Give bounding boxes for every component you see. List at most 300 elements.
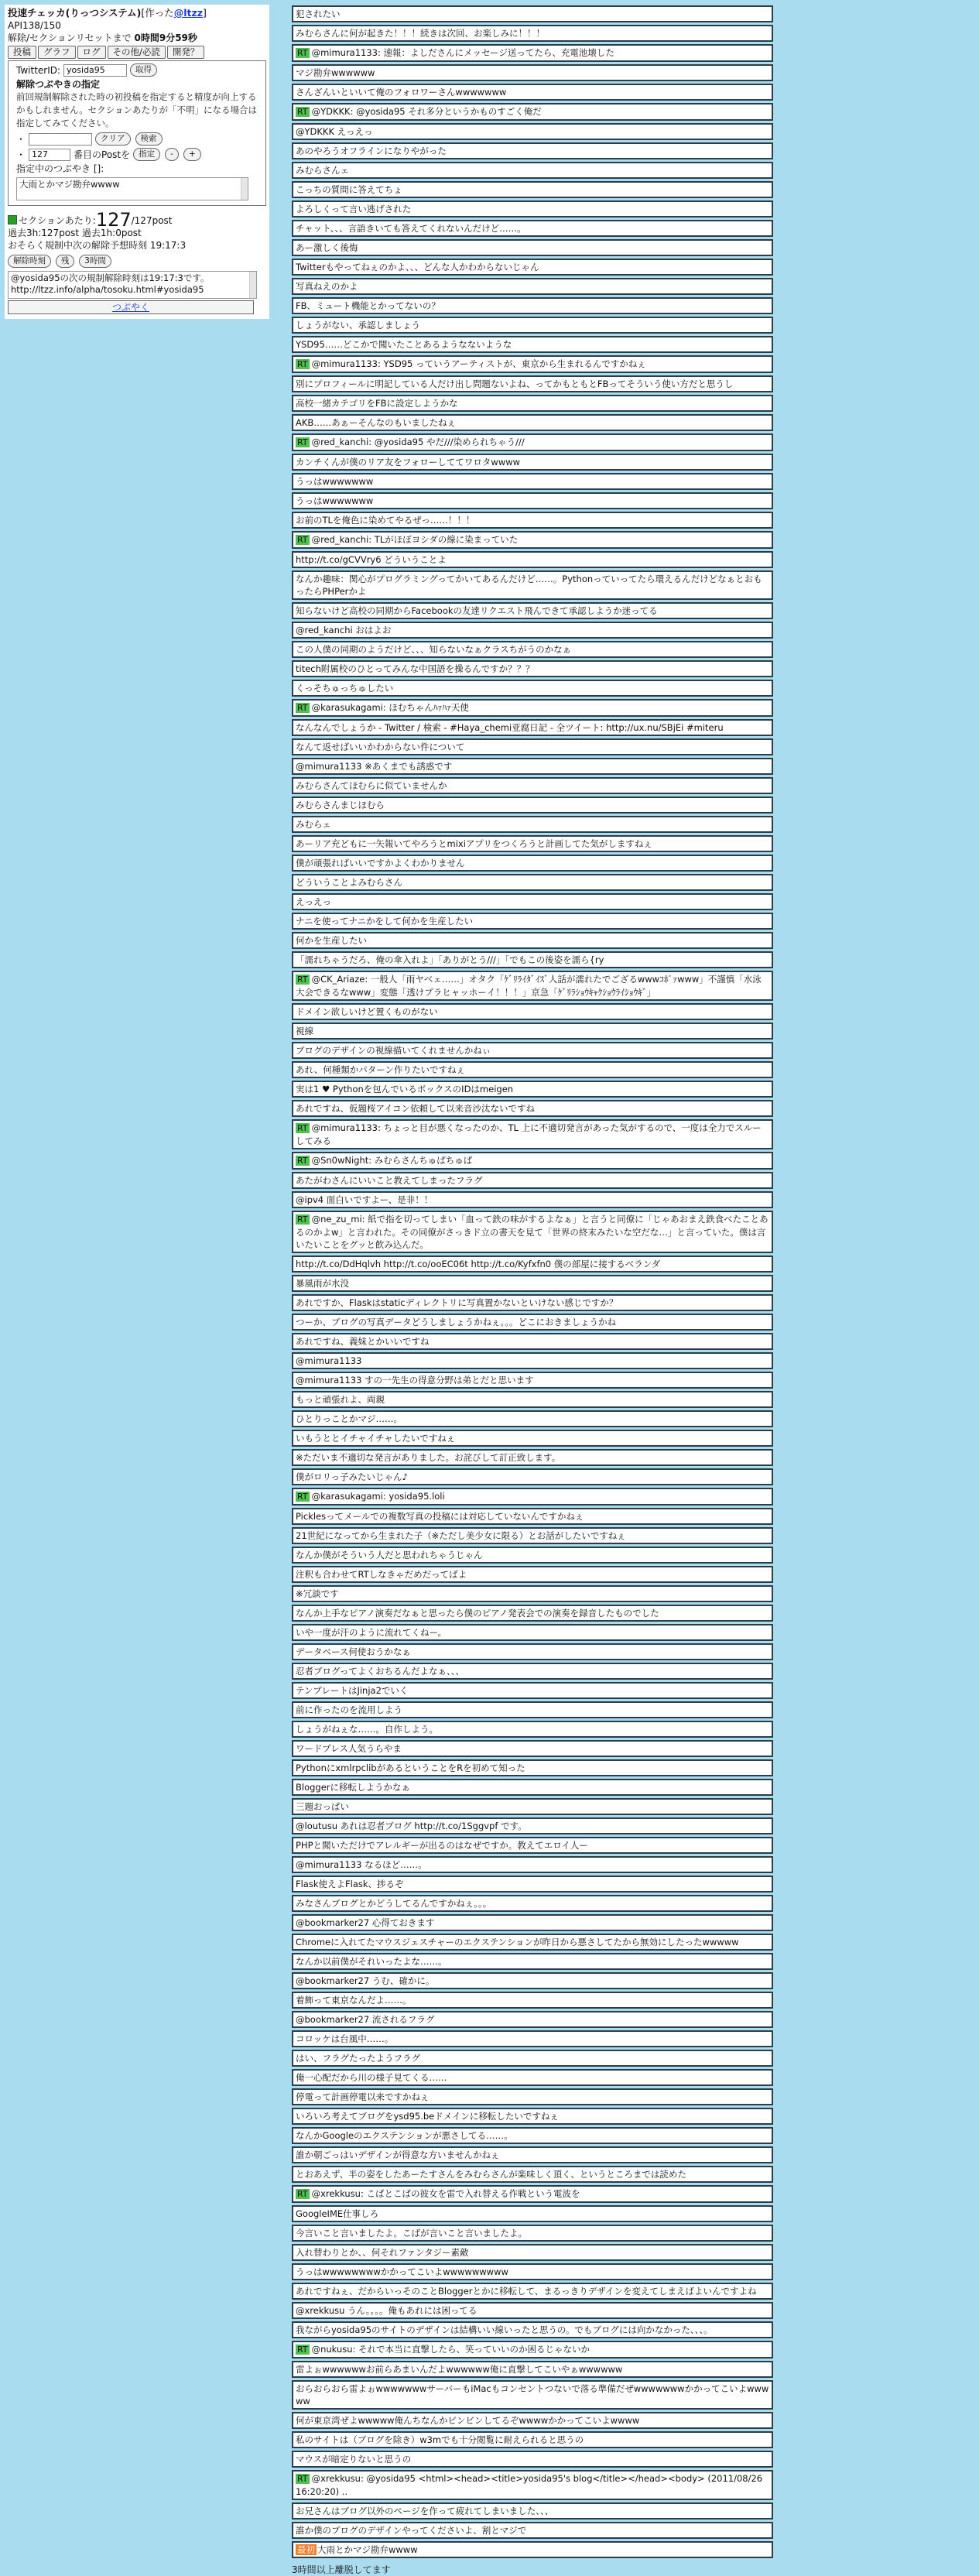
tweet-text: AKB……あぁーそんなのもいましたねぇ	[296, 417, 457, 428]
tweet-text: 忍者ブログってよくおちるんだよなぁ、、、	[296, 1666, 465, 1677]
tweet-text: FB、ミュート機能とかってないの？	[296, 300, 440, 311]
tweet-text: @ipv4 面白いですよー、是非！！	[296, 1194, 433, 1205]
tweet-text: ※冗談です	[296, 1588, 339, 1599]
tweet-text: テンプレートはJinja2でいく	[296, 1685, 409, 1696]
tweet-item	[292, 84, 773, 101]
tweet-item	[292, 336, 773, 353]
minus-button[interactable]: -	[165, 148, 179, 161]
tweet-text: 今言いこと言いましたよ。こばが言いこと言いましたよ。	[296, 2228, 527, 2239]
tweet-item	[292, 1740, 773, 1757]
three-hours-button[interactable]: 3時間	[79, 255, 111, 268]
retweet-badge: RT	[297, 1123, 308, 1133]
tweet-text: Picklesってメールでの複数写真の投稿には対応していないんですかねぇ	[296, 1511, 584, 1522]
tweet-item	[292, 1023, 773, 1040]
tweet-item	[292, 2127, 773, 2144]
tweet-text: http://t.co/DdHqlvh http://t.co/ooEC06t http://t.co/Kyfxfn0 僕の部屋に接するベランダ	[296, 1259, 661, 1269]
search-row	[16, 132, 262, 146]
tweet-item	[292, 2522, 773, 2539]
selected-tweet-text: 大雨とかマジ勘弁wwww	[19, 179, 120, 190]
twitter-id-row	[16, 63, 262, 77]
tweet-text: ワードプレス人気うらやま	[296, 1743, 402, 1754]
tweet-item	[292, 1391, 773, 1408]
scrollbar[interactable]	[249, 272, 256, 298]
tweet-item	[292, 1682, 773, 1699]
retweet-badge: RT	[297, 107, 308, 117]
tweet-text: なんなんでしょうか - Twitter / 検索 - #Haya_chemi亚腐日記 - 全ツイート: http://ux.nu/SBjEi #miteru	[296, 722, 724, 733]
tweet-item	[292, 1211, 773, 1253]
retweet-badge: RT	[297, 2474, 308, 2484]
settings-box	[8, 60, 266, 206]
tweet-text: 三題おっぱい	[296, 1801, 349, 1812]
tweet-text: @karasukagami: ほむちゃんﾊｧﾊｧ天使	[311, 702, 469, 713]
tweet-text: コロッケは台風中……。	[296, 2033, 394, 2044]
tweet-text: ナニを使ってナニかをして何かを生産したい	[296, 916, 474, 927]
tweet-item	[292, 2361, 773, 2378]
tweet-text: ドメイン欲しいけど置くものがない	[296, 1006, 438, 1017]
section-count: 127	[95, 209, 132, 231]
retweet-badge: RT	[297, 359, 308, 369]
post-index-suffix: 番目のPostを	[74, 149, 131, 160]
tweet-item	[292, 1817, 773, 1834]
tweet-text: みむらさんまじほむら	[296, 800, 385, 810]
tweet-item	[292, 2412, 773, 2429]
tweet-text: @ne_zu_mi: 紙で指を切ってしまい「血って鉄の味がするよなぁ」と言うと同僚に「じゃあおまえ鉄食べたことあるのかよw」と言われた。その同僚がさっきド立の書天を見て「世界の終末みたいな空だな…」と言っていた。僕は言いたいことをグッと飲み込んだ。	[296, 1214, 768, 1250]
tweet-text: titech附属校のひとってみんな中国語を操るんですか？？？	[296, 663, 535, 674]
tweet-text: 誰か朝ごっはいデザインが得意な方いませんかねぇ	[296, 2150, 500, 2160]
tweet-item	[292, 25, 773, 42]
tab-post[interactable]: 投稿	[8, 46, 36, 59]
tweet-item	[292, 1352, 773, 1369]
section-stats	[8, 209, 266, 231]
author-suffix: ]	[203, 7, 207, 19]
tweet-item	[292, 1042, 773, 1059]
tweet-text: 僕がロリっ子みたいじゃん♪	[296, 1471, 408, 1482]
tweet-text: あたがわさんにいいこと教えてしまったフラグ	[296, 1175, 483, 1186]
app-title-text: 投速チェッカ(りっつシステム)	[8, 7, 142, 19]
reset-time: 0時間9分59秒	[134, 33, 197, 43]
tweet-item	[292, 1643, 773, 1660]
tweet-text: @bookmarker27 心得ておきます	[296, 1917, 435, 1928]
tweet-item	[292, 1759, 773, 1776]
tweet-item	[292, 103, 773, 121]
reset-label: 解除/セクションリセットまで	[8, 33, 135, 43]
tweet-item	[292, 951, 773, 968]
tweet-item	[292, 680, 773, 697]
tweet-text: お兄さんはブログ以外のページを作って疲れてしまいました、、、	[296, 2506, 554, 2516]
tweet-item	[292, 454, 773, 471]
tweet-item	[292, 971, 773, 1001]
tweet-text: 着飾って東京なんだよ……。	[296, 1995, 412, 2006]
tweet-item	[292, 220, 773, 237]
tweet-item	[292, 570, 773, 600]
tweet-item	[292, 512, 773, 529]
tweet-item	[292, 1468, 773, 1485]
tweet-text: 知らないけど高校の同期からFacebookの友達リクエスト飛んできて承認しようか迷ってる	[296, 605, 658, 616]
tweet-text: YSD95……どこかで聞いたことあるようなないような	[296, 339, 512, 350]
fetch-button[interactable]: 取得	[130, 63, 157, 77]
tweet-text: いもうととイチャイチャしたいですねぇ	[296, 1433, 456, 1444]
tweet-text: 我ながらyosida95のサイトのデザインは結構いい線いったと思うの。でもブログには向かなかった、、、。	[296, 2324, 713, 2335]
tweet-text: @bookmarker27 うむ、確かに。	[296, 1975, 435, 1986]
tweet-item	[292, 123, 773, 140]
tweet-text: えっえっ	[296, 896, 331, 907]
post-index-input[interactable]: 127	[29, 149, 70, 161]
tweet-text: あーリア充どもに一矢報いてやろうとmixiアプリをつくろうと計画してた気がしますねぇ	[296, 838, 652, 849]
twitter-id-input[interactable]: yosida95	[63, 64, 127, 77]
tweet-item	[292, 2283, 773, 2300]
tweet-text: GoogleIME仕事しろ	[296, 2208, 379, 2219]
tweet-item	[292, 1856, 773, 1873]
tweet-text: なんか僕がそういう人だと思われちゃうじゃん	[296, 1550, 483, 1560]
tweet-item	[292, 1721, 773, 1738]
tweet-item	[292, 5, 773, 22]
first-post-badge: 最初	[297, 2544, 315, 2555]
tweet-text: 前に作ったのを流用しよう	[296, 1704, 402, 1715]
tweet-text: Flask使えよFlask、捗るぞ	[296, 1879, 404, 1889]
tweet-text: うっはwwwwwww	[296, 476, 374, 487]
tweet-item	[292, 317, 773, 334]
tweet-text: @bookmarker27 流されるフラグ	[296, 2014, 435, 2025]
timeline	[292, 5, 773, 2576]
tweet-item	[292, 913, 773, 930]
tweet-text: PythonにxmlrpclibがあるということをRを初めて知った	[296, 1762, 525, 1773]
tweet-item	[292, 719, 773, 736]
app-title	[8, 7, 266, 19]
tweet-item	[292, 835, 773, 852]
retweet-badge: RT	[297, 437, 308, 447]
tweet-item	[292, 1172, 773, 1189]
section-description: 前回規制解除された時の初投稿を指定すると精度が向上するかもしれません。セクションあたりが「不明」になる場合は指定してみてください。	[16, 91, 257, 128]
tweet-text: あれですね、義妹とかいいですね	[296, 1336, 430, 1347]
tweet-text: 入れ替わりとか、、何それファンタジー素敵	[296, 2247, 469, 2258]
remaining-button[interactable]: 残	[56, 255, 75, 268]
tweet-text: 実は1 ♥ Pythonを包んでいるボックスのIDはmeigen	[296, 1084, 514, 1094]
tweet-text: 私のサイトは（ブログを除き）w3mでも十分閲覧に耐えられると思うの	[296, 2434, 584, 2445]
tweet-item	[292, 1152, 773, 1170]
tweet-text: 写真ねえのかよ	[296, 281, 358, 292]
tweet-text: PHPと聞いただけでアレルギーが出るのはなぜですか。教えてエロイ人ー	[296, 1840, 588, 1851]
tweet-text: あれ、何種類かパターン作りたいですねぇ	[296, 1064, 465, 1075]
tweet-text: はい、フラグたったようフラグ	[296, 2053, 420, 2064]
tweet-item	[292, 142, 773, 159]
tweet-text: @loutusu あれは忍者ブログ http://t.co/1Sggvpf です。	[296, 1821, 527, 1831]
tweet-item	[292, 297, 773, 314]
tweet-item	[292, 1566, 773, 1583]
tweet-item	[292, 1992, 773, 2009]
tweet-item	[292, 1081, 773, 1098]
tweet-item	[292, 1294, 773, 1311]
clear-button[interactable]: クリア	[95, 132, 131, 146]
selected-label: 指定中のつぶやき []:	[16, 163, 104, 174]
retweet-badge: RT	[297, 2189, 308, 2199]
tweet-text: おらおらおら雷よぉwwwwwwwサーバーもiMacもコンセントつないで落る準備だぜwwwwwwwかかってこいよwwwww	[296, 2383, 769, 2406]
tweet-item	[292, 2263, 773, 2280]
tweet-text: Chromeに入れてたマウスジェスチャーのエクステンションが昨日から悪さしてたから無効にしたったwwwww	[296, 1937, 739, 1947]
tweet-item	[292, 1527, 773, 1544]
tweet-text: お前のTLを俺色に染めてやるぜっ……！！！	[296, 515, 475, 526]
tweet-item	[292, 874, 773, 891]
tweet-item	[292, 2244, 773, 2261]
tweet-text: つーか、ブログの写真データどうしましょうかねぇ。。。どこにおきましょうかね	[296, 1317, 616, 1327]
tweet-item	[292, 1372, 773, 1389]
tweet-item	[292, 1488, 773, 1506]
tweet-text: ※ただいま不適切な発言がありました。お詫びして訂正致します。	[296, 1452, 561, 1463]
tweet-item	[292, 1430, 773, 1447]
section-heading: 解除つぶやきの指定	[16, 79, 101, 90]
tweet-text: @mimura1133 なるほど……。	[296, 1859, 427, 1870]
past-stats: 過去3h:127post 過去1h:0post	[8, 228, 142, 238]
tweet-item	[292, 1585, 773, 1602]
tweet-item	[292, 200, 773, 218]
tweet-text: @red_kanchi: TLがほぼヨシダの線に染まっていた	[311, 534, 519, 545]
tweet-text: みむらさんてほむらに似ていませんか	[296, 780, 447, 791]
tweet-text: もっと頑張れよ、両親	[296, 1394, 385, 1405]
tweet-item	[292, 1953, 773, 1970]
tweet-item	[292, 2146, 773, 2163]
bullet: ・	[16, 133, 26, 145]
tweet-text: @mimura1133: 速報：よしださんにメッセージ送ってたら、充電池壊した	[311, 47, 614, 58]
tweet-text: ひとりっことかマジ……。	[296, 1413, 402, 1424]
tweet-text: http://t.co/gCVVry6 どういうことよ	[296, 554, 447, 565]
tweet-text: ブログのデザインの視線描いてくれませんかねぃ	[296, 1045, 491, 1056]
tweet-text: あれですか、Flaskはstaticディレクトリに写真置かないといけない感じですか？	[296, 1297, 618, 1308]
status-square-icon	[8, 215, 17, 224]
twitter-id-label: TwitterID:	[16, 64, 61, 76]
tweet-item	[292, 64, 773, 81]
tab-other[interactable]: その他/必読	[108, 46, 166, 59]
tweet-text: 停電って計画停電以来ですかねぇ	[296, 2091, 430, 2102]
tweet-text: なんて返せばいいかわからない件について	[296, 742, 465, 752]
tweet-text: よろしくって言い逃げされた	[296, 204, 412, 214]
tweet-item	[292, 2088, 773, 2105]
tweet-item	[292, 1275, 773, 1292]
tab-dev[interactable]: 開発？	[167, 46, 205, 59]
tweet-text: 高校一緒カテゴリをFBに設定しようかな	[296, 398, 458, 409]
tweet-text: マウスが暗定りないと思うの	[296, 2454, 412, 2465]
scrollbar[interactable]	[241, 178, 248, 200]
author-prefix: [作った	[141, 7, 174, 19]
tweet-text: 何かを生産したい	[296, 935, 367, 946]
tweet-item	[292, 1875, 773, 1893]
tweet-text: 雷よぉwwwwwwお前らあまいんだよwwwwww俺に直撃してこいやぁwwwwww	[296, 2364, 623, 2375]
retweet-badge: RT	[297, 2345, 308, 2355]
tweet-item	[292, 1191, 773, 1208]
tweet-text: @xrekkusu うん。。。。俺もあれには困ってる	[296, 2305, 478, 2316]
tweet-text: データベース何使おうかなぁ	[296, 1646, 411, 1657]
tweet-item	[292, 2431, 773, 2448]
tweet-item	[292, 1895, 773, 1912]
tweet-text: Bloggerに移転しようかなぁ	[296, 1782, 411, 1793]
tweet-item	[292, 2380, 773, 2410]
tweet-item	[292, 1701, 773, 1718]
tweet-text: うっはwwwwwww	[296, 495, 374, 506]
tweet-item	[292, 162, 773, 179]
tweet-item	[292, 2185, 773, 2203]
tweet-text: @YDKKK: @yosida95 それ多分というかものすごく俺だ	[311, 106, 542, 117]
tweet-item	[292, 2470, 773, 2500]
tweet-item	[292, 641, 773, 658]
tweet-text: なんか上手なピアノ演奏だなぁと思ったら僕のピアノ発表会での演奏を録音したものでした	[296, 1608, 659, 1619]
tweet-item	[292, 1508, 773, 1525]
tweet-item	[292, 2225, 773, 2242]
tweet-item	[292, 1314, 773, 1331]
search-input[interactable]	[29, 133, 92, 146]
tweet-item	[292, 531, 773, 549]
tweet-text: くっそちゅっちゅしたい	[296, 683, 394, 694]
retweet-badge: RT	[297, 535, 308, 545]
tweet-text: いろいろ考えてブログをysd95.beドメインに移転したいですねぇ	[296, 2111, 559, 2122]
release-estimate: おそらく規制中次の解除予想時刻 19:17:3	[8, 240, 187, 251]
tweet-item	[292, 395, 773, 412]
timeline-footer: 3時間以上離脱してます	[292, 2564, 391, 2575]
tweet-text: こっちの質問に答えてちょ	[296, 184, 402, 195]
tweet-item	[292, 1972, 773, 1989]
tweet-text: 僕が頑張ればいいですかよくわかりません	[296, 858, 465, 868]
tweet-item	[292, 1255, 773, 1273]
tweet-text: @xrekkusu: こばとこばの彼女を雷で入れ替える作戦という電波を	[311, 2188, 580, 2199]
tweet-text: @mimura1133	[296, 1355, 362, 1366]
section-total: /127post	[131, 215, 173, 226]
tweet-item	[292, 239, 773, 256]
tweet-item	[292, 2069, 773, 2086]
selected-tweet-textarea[interactable]	[16, 177, 248, 200]
tweet-item	[292, 602, 773, 619]
tweet-text: マジ勘弁wwwwww	[296, 67, 375, 78]
mode-buttons	[8, 254, 266, 268]
tab-graph[interactable]: グラフ	[38, 46, 76, 59]
tweet-item	[292, 44, 773, 62]
retweet-badge: RT	[297, 1214, 308, 1225]
retweet-badge: RT	[297, 975, 308, 985]
tweet-text: うっはwwwwwwwwかかってこいよwwwwwwwww	[296, 2266, 508, 2277]
tweet-text: チャット、、、言語きいても答えてくれないんだけど……。	[296, 223, 526, 234]
tweet-text: 犯されたい	[296, 9, 341, 19]
release-time-button[interactable]: 解除時刻	[8, 255, 51, 268]
tweet-text: 俺一心配だから川の様子見てくる……	[296, 2072, 447, 2083]
search-button[interactable]: 検索	[135, 132, 163, 146]
tweet-item	[292, 1003, 773, 1020]
tweet-item	[292, 1119, 773, 1149]
tweet-item	[292, 2205, 773, 2222]
tweet-item	[292, 1837, 773, 1854]
set-button[interactable]: 指定	[133, 148, 160, 161]
tweet-text: 注釈も合わせてRTしなきゃだめだってばよ	[296, 1569, 467, 1580]
tweet-text: 「濡れちゃうだろ、俺の傘入れよ」「ありがとう///」「でもこの後姿を濡ら{ry	[296, 954, 604, 965]
tweet-text: 21世紀になってから生まれた子（※ただし美少女に限る）とお話がしたいですねぇ	[296, 1530, 626, 1541]
tweet-item	[292, 2011, 773, 2028]
tweet-text: なんかGoogleのエクステンションが悪さしてる……。	[296, 2130, 513, 2141]
tweet-text: 誰か僕のブログのデザインやってくださいよ、割とマジで	[296, 2525, 527, 2536]
tweet-item	[292, 699, 773, 717]
tweet-text: とおあえず、半の姿をしたあーたすさんをみむらさんが楽味しく頂く、というところまでは読めた	[296, 2169, 686, 2180]
tweet-item	[292, 181, 773, 198]
tweet-item	[292, 2030, 773, 2047]
tweet-item	[292, 2302, 773, 2319]
tweet-item	[292, 1934, 773, 1951]
author-link[interactable]: @ltzz	[173, 7, 204, 19]
tweet-text: いや一度が汗のように流れてくねー。	[296, 1627, 447, 1638]
tweet-item	[292, 414, 773, 431]
tweet-item	[292, 2502, 773, 2519]
tweet-item	[292, 1779, 773, 1796]
tweet-item	[292, 1914, 773, 1931]
tweet-text: @xrekkusu: @yosida95 <html><head><title>yosida95's blog</title></head><body> (2011/08/26 16:20:20) ..	[296, 2473, 763, 2497]
tweet-button[interactable]: つぶやく	[8, 300, 254, 314]
tweet-text: この人僕の同期のようだけど、、、知らないなぁクラスちがうのかなぁ	[296, 644, 572, 655]
tweet-item	[292, 660, 773, 677]
tweet-item	[292, 2108, 773, 2125]
tweet-item	[292, 1798, 773, 1815]
tweet-item	[292, 2341, 773, 2358]
tweet-text: @nukusu: それで本当に直撃したら、笑っていいのか困るじゃないか	[311, 2344, 590, 2355]
tweet-item	[292, 738, 773, 755]
tweet-item	[292, 1605, 773, 1622]
tweet-text: 視線	[296, 1026, 313, 1036]
tweet-text: みむらさんェ	[296, 165, 349, 176]
tweet-item	[292, 816, 773, 833]
tab-log[interactable]: ログ	[77, 46, 106, 59]
retweet-badge: RT	[297, 48, 308, 58]
tweet-item	[292, 1061, 773, 1078]
tweet-item	[292, 355, 773, 373]
tweet-text: しょうがねぇな……。自作しよう。	[296, 1724, 438, 1735]
tweet-text: 大雨とかマジ勘弁wwww	[317, 2544, 418, 2555]
tweet-text: @mimura1133 すの一先生の得意分野は弟とだと思います	[296, 1375, 534, 1386]
tweet-text: みむらェ	[296, 819, 331, 830]
tweet-item	[292, 1624, 773, 1641]
tweet-text: @red_kanchi: @yosida95 やだ///染められちゃう///	[311, 437, 525, 447]
tweet-text: Twitterもやってねぇのかよ、、、どんな人かわからないじゃん	[296, 262, 539, 272]
tweet-item	[292, 1100, 773, 1117]
tweet-item	[292, 777, 773, 794]
tweet-text: どういうことよみむらさん	[296, 877, 402, 888]
tab-bar	[8, 46, 266, 59]
tweet-text: あれですね、仮題桜アイコン依頼して以来音沙汰ないですね	[296, 1103, 536, 1114]
tweet-item	[292, 932, 773, 949]
tweet-item	[292, 2050, 773, 2067]
tweet-item	[292, 473, 773, 490]
tweet-item	[292, 278, 773, 295]
retweet-badge: RT	[297, 1492, 308, 1502]
tweet-item	[292, 2321, 773, 2338]
tweet-text: あー激しく後悔	[296, 242, 358, 253]
tweet-text: みなさんブログとかどうしてるんですかねぇ。。。	[296, 1898, 492, 1909]
tweet-text: しょうがない、承認しましょう	[296, 320, 420, 331]
tweet-item	[292, 2541, 773, 2558]
tweet-text: @mimura1133: ちょっと目が悪くなったのか、TL 上に不適切発言があった気がするので、一度は全力でスルーしてみる	[296, 1122, 762, 1146]
tweet-text: みむらさんに何が起きた！！！続きは次回、お楽しみに！！！	[296, 28, 545, 39]
tweet-text: さんざんいといいて俺のフォロワーさんwwwwwww	[296, 87, 507, 98]
tweet-text: @CK_Ariaze: 一般人「雨ヤベェ……」オタク「ｹﾞﾘﾗｲﾀﾞｲｽﾞ人話が濡れたでござるwwwｺﾎﾟｧwww」不謹慎「水泳大会できるなwww」変態「透けブラヒャッホーイ！！！」京急「ｹﾞﾘﾗｼｮｳｷｬｸｼｮｳﾗｲｼｮｳｷﾞ」	[296, 974, 762, 998]
tweet-draft-textarea[interactable]	[8, 271, 257, 299]
tweet-item	[292, 1449, 773, 1466]
tweet-item	[292, 1547, 773, 1564]
checker-panel	[5, 5, 269, 319]
api-count: API138/150	[8, 20, 61, 31]
tweet-item	[292, 551, 773, 568]
tweet-item	[292, 1663, 773, 1680]
tweet-text: なんか以前僕がそれいったよな……。	[296, 1956, 447, 1967]
tweet-item	[292, 855, 773, 872]
tweet-item	[292, 622, 773, 639]
tweet-text: あれですねぇ、だからいっそのことBloggerとかに移転して、まるっきりデザインを変えてしまえばよいんですよね	[296, 2286, 757, 2297]
plus-button[interactable]: +	[183, 148, 201, 161]
tweet-item	[292, 2166, 773, 2183]
tweet-text: なんか趣味：関心がプログラミングってかいてあるんだけど……。Pythonっていってたら環えるんだけどなぁとおもったらPHPerかよ	[296, 574, 762, 597]
tweet-text: @mimura1133: YSD95 っていうアーティストが、東京から生まれるんですかねぇ	[311, 358, 646, 369]
tweet-item	[292, 433, 773, 451]
bullet: ・	[16, 149, 26, 160]
